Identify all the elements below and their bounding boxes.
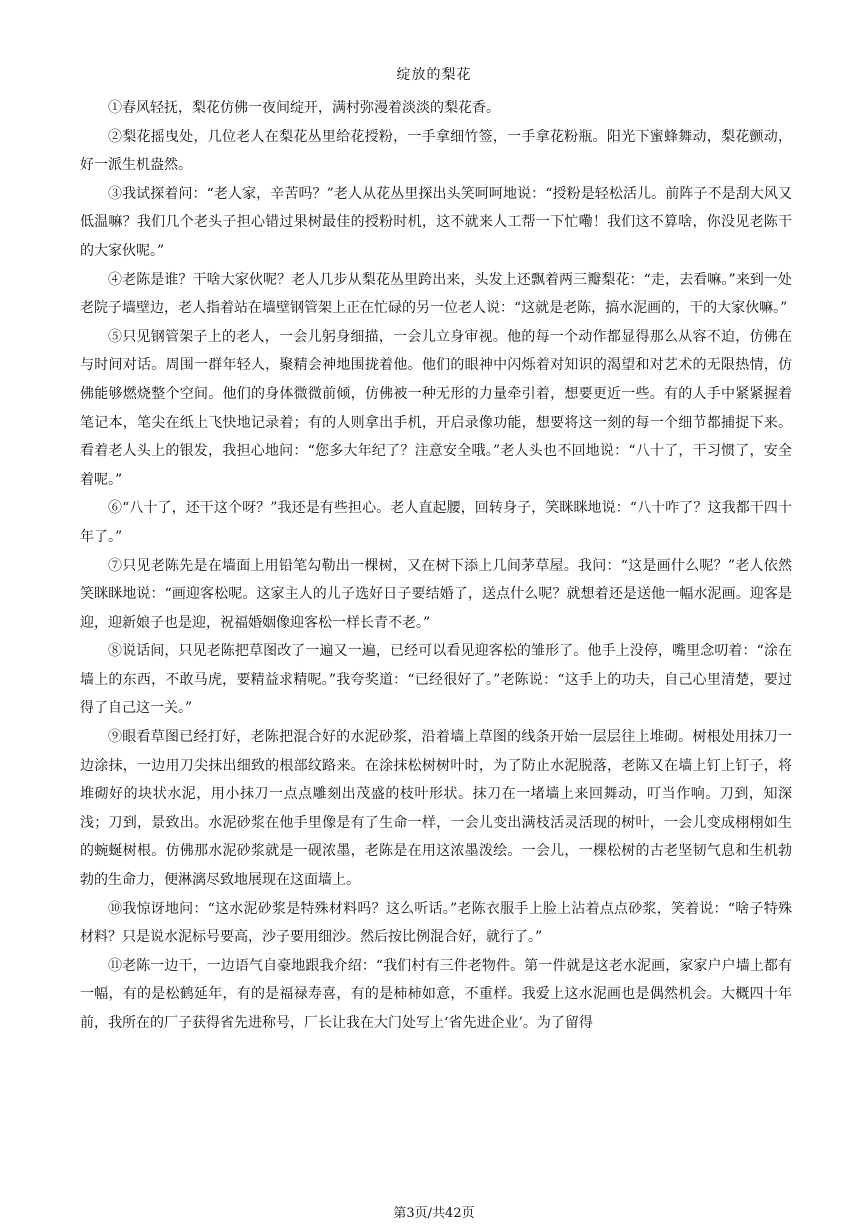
paragraph-1: ①春风轻抚，梨花仿佛一夜间绽开，满村弥漫着淡淡的梨花香。 [108,100,500,116]
paragraph-6: ⑥“八十了，还干这个呀？”我还是有些担心。老人直起腰，回转身子，笑眯眯地说：“八十咋了？这我都干四十年了。” [80,500,792,545]
paragraph-5: ⑤只见钢管架子上的老人，一会儿躬身细描，一会儿立身审视。他的每一个动作都显得那么从容不迫，仿佛在与时间对话。周围一群年轻人，聚精会神地围拢着他。他们的眼神中闪烁着对知识的渴望和对艺术的无限热情，仿佛能够燃烧整个空间。他们的身体微微前倾，仿佛被一种无形的力量牵引着，想要更近一些。有的人手中紧紧握着笔记本，笔尖在纸上飞快地记录着；有的人则拿出手机，开启录像功能，想要将这一刻的每一个细节都捕捉下来。看着老人头上的银发，我担心地问：“您多大年纪了？注意安全哦。”老人头也不回地说：“八十了，干习惯了，安全着呢。” [80,328,792,488]
paragraph-7: ⑦只见老陈先是在墙面上用铅笔勾勒出一棵树，又在树下添上几间茅草屋。我问：“这是画什么呢？”老人依然笑眯眯地说：“画迎客松呢。这家主人的儿子选好日子要结婚了，送点什么呢？就想着还是送他一幅水泥画。迎客是迎，迎新娘子也是迎，祝福婚姻像迎客松一样长青不老。” [80,557,792,631]
article-body [80,94,792,1038]
paragraph-4: ④老陈是谁？干啥大家伙呢？老人几步从梨花丛里跨出来，头发上还飘着两三瓣梨花：“走，去看嘛。”来到一处老院子墙壁边，老人指着站在墙壁钢管架上正在忙碌的另一位老人说：“这就是老陈，搞水泥画的，干的大家伙嘛。” [80,271,792,317]
paragraph-9: ⑨眼看草图已经打好，老陈把混合好的水泥砂浆，沿着墙上草图的线条开始一层层往上堆砌。树根处用抹刀一边涂抹，一边用刀尖抹出细致的根部纹路来。在涂抹松树树叶时，为了防止水泥脱落，老陈又在墙上钉上钉子，将堆砌好的块状水泥，用小抹刀一点点雕刻出茂盛的枝叶形状。抹刀在一堵墙上来回舞动，叮当作响。刀到，知深浅；刀到，景致出。水泥砂浆在他手里像是有了生命一样，一会儿变出满枝活灵活现的树叶，一会儿变成栩栩如生的蜿蜒树根。仿佛那水泥砂浆就是一砚浓墨，老陈是在用这浓墨泼绘。一会儿，一棵松树的古老坚韧气息和生机勃勃的生命力，便淋漓尽致地展现在这面墙上。 [80,729,792,889]
paragraph-2: ②梨花摇曳处，几位老人在梨花丛里给花授粉，一手拿细竹签，一手拿花粉瓶。阳光下蜜蜂舞动，梨花颤动，好一派生机盎然。 [80,128,792,174]
page-number: 第3页/共42页 [393,1206,475,1221]
paragraph-10: ⑩我惊讶地问：“这水泥砂浆是特殊材料吗？这么听话。”老陈衣服手上脸上沾着点点砂浆，笑着说：“啥子特殊材料？只是说水泥标号要高，沙子要用细沙。然后按比例混合好，就行了。” [80,900,792,946]
paragraph-3: ③我试探着问：“老人家，辛苦吗？”老人从花丛里探出头笑呵呵地说：“授粉是轻松活儿。前阵子不是刮大风又低温嘛？我们几个老头子担心错过果树最佳的授粉时机，这不就来人工帮一下忙嘞！我们这不算啥，你没见老陈干的大家伙呢。” [80,185,792,259]
paragraph-8: ⑧说话间，只见老陈把草图改了一遍又一遍，已经可以看见迎客松的雏形了。他手上没停，嘴里念叨着：“涂在墙上的东西，不敢马虎，要精益求精呢。”我夸奖道：“已经很好了。”老陈说：“这手上的功夫，自己心里清楚，要过得了自己这一关。” [80,643,792,717]
article-title: 绽放的梨花 [396,67,472,83]
paragraph-11: ⑪老陈一边干，一边语气自豪地跟我介绍：“我们村有三件老物件。第一件就是这老水泥画，家家户户墙上都有一幅，有的是松鹤延年，有的是福禄寿喜，有的是柿柿如意，不重样。我爱上这水泥画也是偶然机会。大概四十年前，我所在的厂子获得省先进称号，厂长让我在大门处写上‘省先进企业’。为了留得 [80,957,792,1031]
